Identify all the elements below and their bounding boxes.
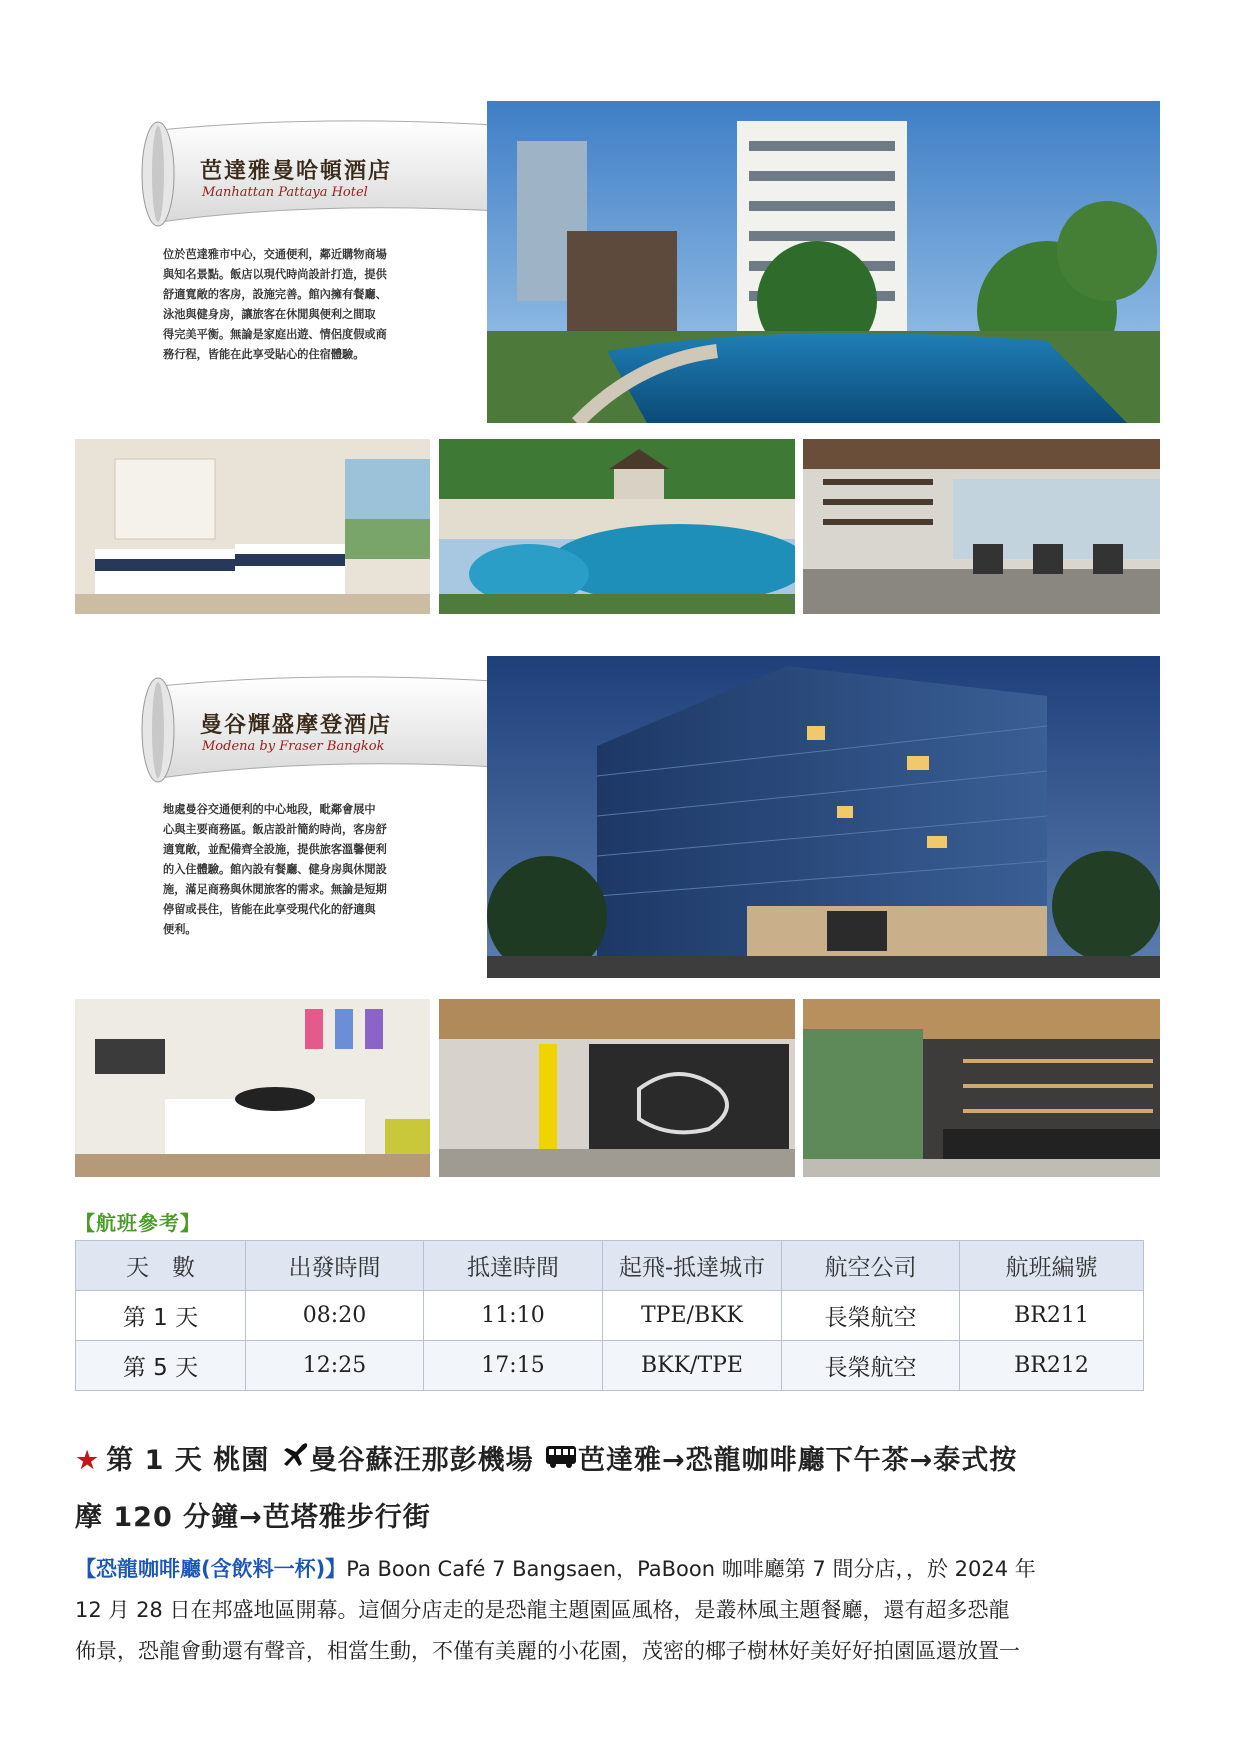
- star-icon: ★: [75, 1445, 101, 1476]
- hotel-2-name-en: Modena by Fraser Bangkok: [202, 739, 385, 754]
- hotel-2-banner: [120, 668, 525, 788]
- day-1-title-line-2: 摩 120 分鐘→芭塔雅步行街: [75, 1501, 431, 1533]
- hotel-1-banner: [120, 112, 525, 232]
- table-row: [76, 1341, 1144, 1391]
- table-cell: 17:15: [424, 1341, 603, 1391]
- hotel-2-exterior-photo: [487, 656, 1160, 978]
- table-cell: 11:10: [424, 1291, 603, 1341]
- hotel-1-desc-line: 位於芭達雅市中心，交通便利，鄰近購物商場: [163, 248, 387, 261]
- table-row: [76, 1291, 1144, 1341]
- col-header-airline: 航空公司: [782, 1241, 960, 1291]
- cafe-line-1: Pa Boon Café 7 Bangsaen，PaBoon 咖啡廳第 7 間分店，，於 2024 年: [346, 1557, 1036, 1581]
- cafe-highlight: 【恐龍咖啡廳(含飲料一杯)】: [75, 1557, 347, 1581]
- day-1-title-part: 第 1 天 桃園: [106, 1445, 270, 1476]
- day-1-title-part: 芭達雅→恐龍咖啡廳下午茶→泰式按: [578, 1445, 1018, 1476]
- hotel-1-desc-line: 與知名景點。飯店以現代時尚設計打造，提供: [163, 268, 387, 281]
- hotel-1-desc-line: 務行程，皆能在此享受貼心的住宿體驗。: [163, 348, 365, 361]
- table-cell: 長榮航空: [782, 1291, 960, 1341]
- bus-icon: [544, 1434, 578, 1490]
- hotel-2-bar-photo: [803, 999, 1160, 1177]
- hotel-2-desc-line: 的入住體驗。館內設有餐廳、健身房與休閒設: [163, 863, 387, 876]
- day-1-title: [75, 1433, 1155, 1546]
- table-cell: TPE/BKK: [603, 1291, 782, 1341]
- hotel-1-exterior-photo: [487, 101, 1160, 423]
- hotel-2-desc-line: 施，滿足商務與休閒旅客的需求。無論是短期: [163, 883, 387, 896]
- table-cell: 第 1 天: [76, 1291, 246, 1341]
- hotel-2-desc-line: 停留或長住，皆能在此享受現代化的舒適與: [163, 903, 376, 916]
- airplane-icon: [280, 1434, 310, 1490]
- table-cell: BR211: [960, 1291, 1144, 1341]
- hotel-2-desc-line: 便利。: [163, 923, 197, 936]
- hotel-1-restaurant-photo: [803, 439, 1160, 614]
- hotel-2-desc-line: 地處曼谷交通便利的中心地段，毗鄰會展中: [163, 803, 376, 816]
- hotel-2-lobby-photo: [439, 999, 795, 1177]
- day-1-title-part: 曼谷蘇汪那彭機場: [309, 1445, 545, 1476]
- cafe-description: [75, 1549, 1145, 1672]
- hotel-1-desc-line: 得完美平衡。無論是家庭出遊、情侶度假或商: [163, 328, 387, 341]
- table-cell: 第 5 天: [76, 1341, 246, 1391]
- col-header-flight-no: 航班編號: [960, 1241, 1144, 1291]
- hotel-1-pool-photo: [439, 439, 795, 614]
- hotel-1-desc-line: 舒適寬敞的客房，設施完善。館內擁有餐廳、: [163, 288, 387, 301]
- col-header-cities: 起飛-抵達城市: [603, 1241, 782, 1291]
- hotel-2-description: [163, 800, 387, 940]
- table-cell: 長榮航空: [782, 1341, 960, 1391]
- hotel-1-name-en: Manhattan Pattaya Hotel: [202, 185, 368, 200]
- table-cell: BR212: [960, 1341, 1144, 1391]
- table-header-row: [76, 1241, 1144, 1291]
- hotel-1-room-photo: [75, 439, 430, 614]
- hotel-2-name-zh: 曼谷輝盛摩登酒店: [200, 713, 393, 738]
- hotel-2-desc-line: 心與主要商務區。飯店設計簡約時尚，客房舒: [163, 823, 387, 836]
- table-cell: BKK/TPE: [603, 1341, 782, 1391]
- cafe-line-3: 佈景，恐龍會動還有聲音，相當生動，不僅有美麗的小花園，茂密的椰子樹林好美好好拍園區還放置一: [75, 1639, 1020, 1663]
- cafe-line-2: 12 月 28 日在邦盛地區開幕。這個分店走的是恐龍主題園區風格，是叢林風主題餐廳，還有超多恐龍: [75, 1598, 1010, 1622]
- hotel-2-desc-line: 適寬敞，並配備齊全設施，提供旅客溫馨便利: [163, 843, 387, 856]
- flight-table: [75, 1240, 1144, 1391]
- col-header-arrive: 抵達時間: [424, 1241, 603, 1291]
- col-header-days: 天 數: [76, 1241, 246, 1291]
- table-cell: 08:20: [246, 1291, 424, 1341]
- table-cell: 12:25: [246, 1341, 424, 1391]
- hotel-1-name-zh: 芭達雅曼哈頓酒店: [200, 159, 393, 184]
- hotel-1-desc-line: 泳池與健身房，讓旅客在休閒與便利之間取: [163, 308, 376, 321]
- col-header-depart: 出發時間: [246, 1241, 424, 1291]
- hotel-1-description: [163, 245, 387, 365]
- hotel-2-room-photo: [75, 999, 430, 1177]
- flight-heading: 【航班參考】: [75, 1211, 201, 1235]
